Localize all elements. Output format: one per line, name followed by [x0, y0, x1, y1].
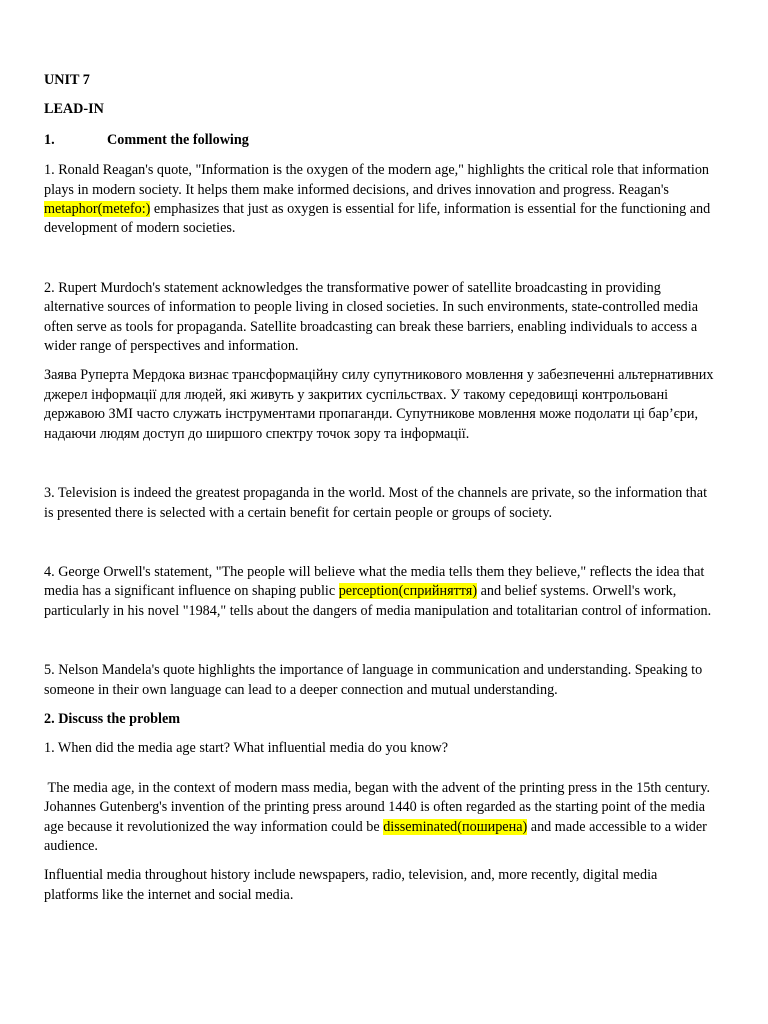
paragraph-3: 3. Television is indeed the greatest propaganda in the world. Most of the channels are private, so the information that is presented there is selected with a certain benefit for certain people or groups of society.: [44, 485, 708, 521]
paragraph-4-text-a: 4. George Orwell's statement, "The people will believe what the media tells them they believe," reflects the idea that media has a significant influence on shaping public: [44, 563, 705, 600]
paragraph-5: 5. Nelson Mandela's quote highlights the importance of language in communication and understanding. Speaking to someone in their own language can lead to a deeper connection and mutual understanding.: [44, 662, 703, 698]
answer-1: [44, 779, 714, 857]
answer-2: Influential media throughout history include newspapers, radio, television, and, more recently, digital media platforms like the internet and social media.: [44, 867, 658, 903]
answer-1-text-a: The media age, in the context of modern mass media, began with the advent of the printing press in the 15th century. Johannes Gutenberg's invention of the printing press around 1440 is often regarded as the starting point of the media age because it revolutionized the way information could be: [44, 779, 714, 835]
document-page: [44, 71, 714, 905]
paragraph-2-translation: Заява Руперта Мердока визнає трансформаційну силу супутникового мовлення у забезпеченні альтернативних джерел інформації для людей, які живуть у закритих суспільствах. У такому середовищі контрольовані державою ЗМІ часто служать інструментами пропаганди. Супутникове мовлення може подолати ці бар’єри, надаючи людям доступ до ширшого спектру точок зору та інформації.: [44, 367, 714, 442]
paragraph-1-text-a: 1. Ronald Reagan's quote, "Information is the oxygen of the modern age," highlights the critical role that information plays in modern society. It helps them make informed decisions, and drives innovation and progress. Reagan's: [44, 162, 710, 198]
paragraph-4-highlight: perception(сприйняття): [338, 583, 478, 600]
answer-1-text-b: and made accessible to a wider audience.: [44, 818, 711, 854]
question-1: 1. When did the media age start? What influential media do you know?: [44, 740, 449, 757]
section-1-number: 1.: [44, 131, 55, 148]
leadin-title: LEAD-IN: [44, 101, 104, 118]
paragraph-4: [44, 563, 714, 621]
section-1-title: Comment the following: [107, 131, 249, 148]
paragraph-1-highlight: metaphor(metefo:): [44, 201, 151, 218]
answer-1-highlight: disseminated(поширена): [383, 818, 528, 835]
paragraph-1-text-b: emphasizes that just as oxygen is essential for life, information is essential for the functioning and development of modern societies.: [44, 201, 711, 237]
paragraph-1: [44, 161, 714, 239]
section-2-heading: 2. Discuss the problem: [44, 710, 181, 727]
paragraph-4-text-b: and belief systems. Orwell's work, particularly in his novel "1984," tells about the dangers of media manipulation and totalitarian control of information.: [44, 583, 712, 619]
section-1-heading: [44, 131, 714, 150]
paragraph-2: 2. Rupert Murdoch's statement acknowledges the transformative power of satellite broadcasting in providing alternative sources of information to people living in closed societies. In such environments, state-controlled media often serve as tools for propaganda. Satellite broadcasting can break these barriers, enabling individuals to access a wider range of perspectives and information.: [44, 279, 699, 355]
unit-title: UNIT 7: [44, 72, 90, 88]
